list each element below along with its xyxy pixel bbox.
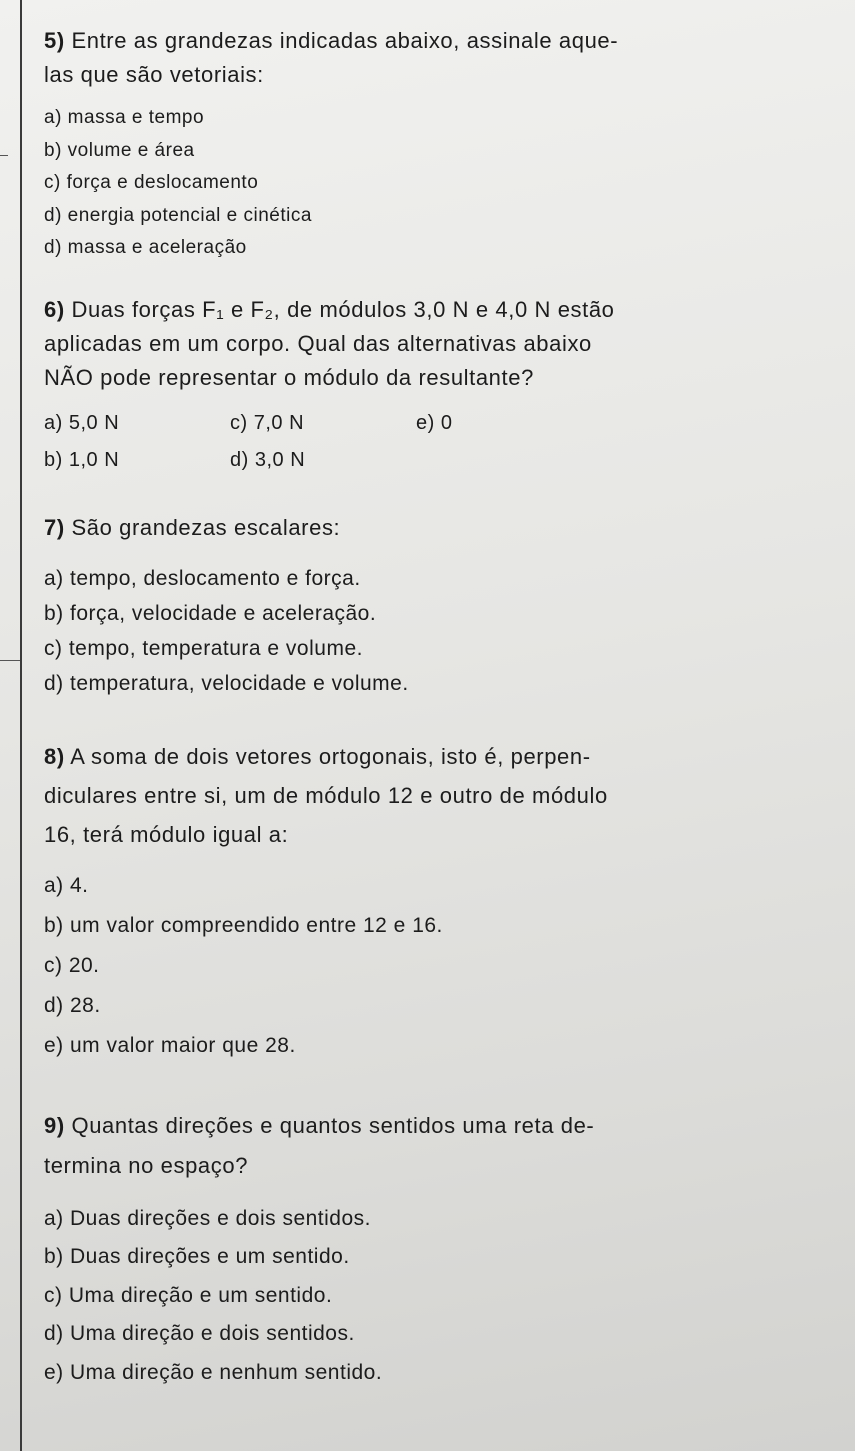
question-number: 8) [44,743,65,769]
question-text-line: 7) São grandezas escalares: [44,514,341,540]
option-d-second[interactable]: d) massa e aceleração [44,237,247,258]
question-5 [44,24,834,265]
option-c[interactable]: c) Uma direção e um sentido. [44,1283,333,1307]
option-b[interactable]: b) 1,0 N [44,448,120,471]
question-text-line: 9) Quantas direções e quantos sentidos uma reta de- [44,1112,595,1138]
option-c[interactable]: c) 7,0 N [230,411,305,434]
margin-mark [0,660,20,661]
question-text-line: 16, terá módulo igual a: [44,821,289,847]
option-list [44,1200,834,1393]
question-8 [44,737,834,1066]
option-d[interactable]: d) energia potencial e cinética [44,204,312,226]
option-b[interactable]: b) força, velocidade e aceleração. [44,601,377,625]
option-grid [44,405,834,479]
question-9 [44,1106,834,1393]
option-a[interactable]: a) Duas direções e dois sentidos. [44,1206,371,1230]
question-text-line: 6) Duas forças F₁ e F₂, de módulos 3,0 N e 4,0 N estão [44,296,615,322]
question-text-line: aplicadas em um corpo. Qual das alternativas abaixo [44,330,592,356]
option-d[interactable]: d) 28. [44,993,101,1017]
question-text-line: 8) A soma de dois vetores ortogonais, isto é, perpen- [44,743,591,769]
question-number: 9) [44,1112,65,1138]
option-e[interactable]: e) um valor maior que 28. [44,1033,296,1057]
worksheet [44,24,834,1392]
option-a[interactable]: a) 5,0 N [44,411,120,434]
option-c[interactable]: c) 20. [44,953,100,977]
option-c[interactable]: c) força e deslocamento [44,172,259,193]
option-list [44,866,834,1066]
option-list [44,561,834,701]
question-text-line: las que são vetoriais: [44,62,264,87]
option-e[interactable]: e) 0 [416,411,453,434]
question-6 [44,293,834,479]
question-number: 6) [44,296,65,322]
option-e[interactable]: e) Uma direção e nenhum sentido. [44,1360,383,1384]
option-c[interactable]: c) tempo, temperatura e volume. [44,636,363,660]
option-d[interactable]: d) 3,0 N [230,448,306,471]
question-7 [44,511,834,701]
option-a[interactable]: a) tempo, deslocamento e força. [44,566,361,590]
option-d[interactable]: d) Uma direção e dois sentidos. [44,1322,355,1345]
question-text-line: NÃO pode representar o módulo da resultante? [44,364,534,390]
question-number: 7) [44,514,65,540]
option-b[interactable]: b) Duas direções e um sentido. [44,1245,350,1268]
question-text-line: termina no espaço? [44,1152,249,1178]
option-a[interactable]: a) 4. [44,873,89,897]
option-b[interactable]: b) um valor compreendido entre 12 e 16. [44,913,443,937]
question-number: 5) [44,28,65,53]
option-a[interactable]: a) massa e tempo [44,107,205,128]
option-d[interactable]: d) temperatura, velocidade e volume. [44,671,409,695]
option-b[interactable]: b) volume e área [44,139,195,161]
page-margin-line [20,0,22,1451]
question-text-line: 5) Entre as grandezas indicadas abaixo, assinale aque- [44,28,619,53]
margin-mark [0,155,8,156]
option-list [44,102,834,265]
question-text-line: diculares entre si, um de módulo 12 e outro de módulo [44,782,608,808]
